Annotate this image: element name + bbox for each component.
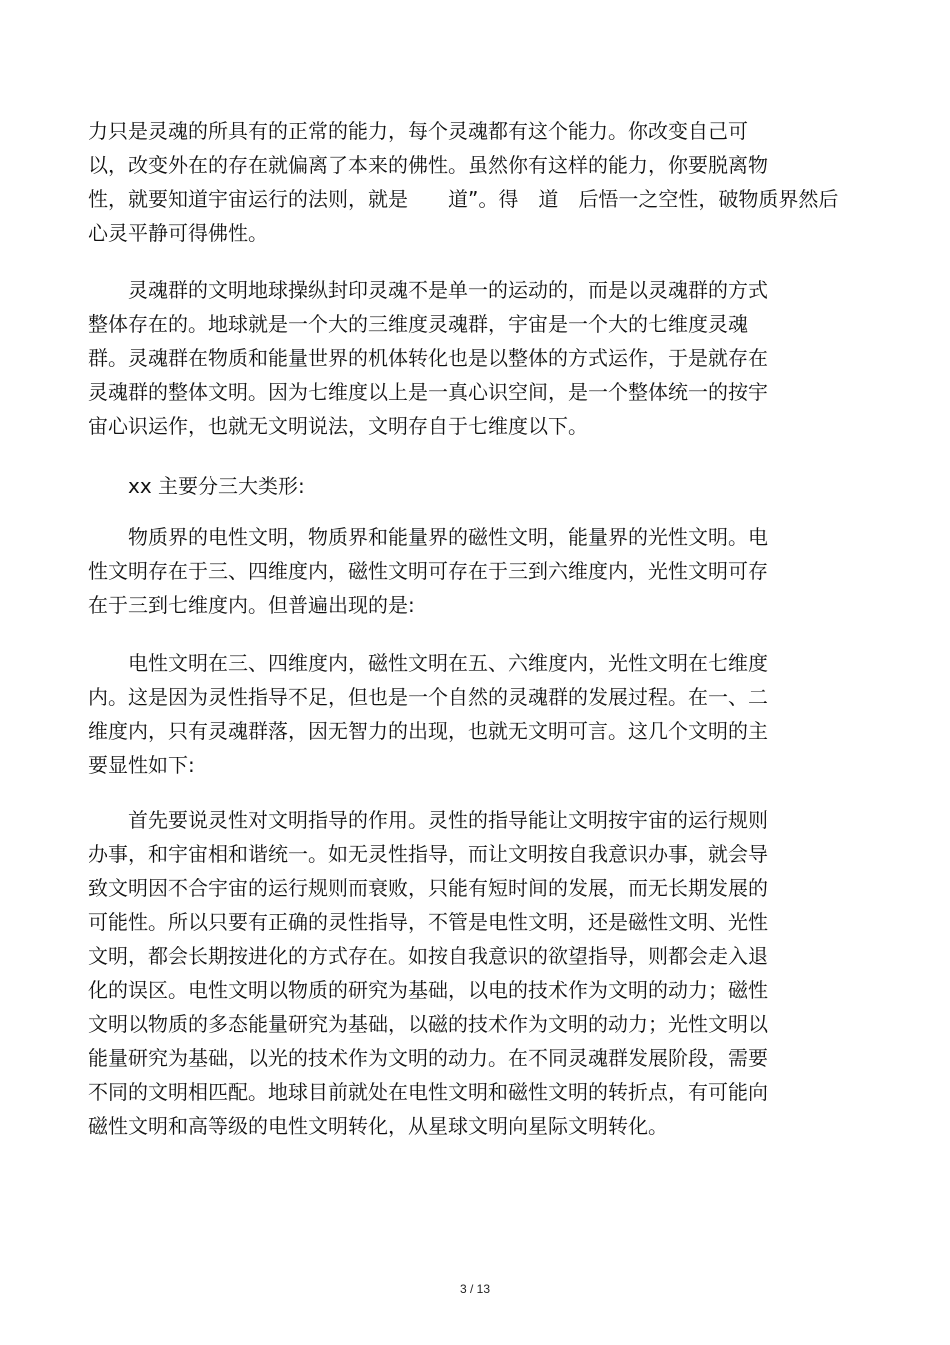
text-line: 在于三到七维度内。但普遍出现的是:	[88, 593, 415, 617]
text-line: 磁性文明和高等级的电性文明转化，从星球文明向星际文明转化。	[88, 1114, 668, 1138]
page-number: 3	[459, 1282, 467, 1296]
text-line: 整体存在的。地球就是一个大的三维度灵魂群，宇宙是一个大的七维度灵魂	[88, 312, 748, 336]
text-line: 群。灵魂群在物质和能量世界的机体转化也是以整体的方式运作，于是就存在	[88, 346, 768, 370]
text-line: 物质界的电性文明，物质界和能量界的磁性文明，能量界的光性文明。电	[128, 525, 768, 549]
text-line: 性，就要知道宇宙运行的法则，就是 道”。得 道 后悟一之空性，破物质界然后	[88, 187, 839, 211]
text-line: 力只是灵魂的所具有的正常的能力，每个灵魂都有这个能力。你改变自己可	[88, 119, 748, 143]
text-line: 能量研究为基础，以光的技术作为文明的动力。在不同灵魂群发展阶段，需要	[88, 1046, 768, 1070]
total-pages: 13	[476, 1282, 491, 1296]
text-line: 化的误区。电性文明以物质的研究为基础，以电的技术作为文明的动力；磁性	[88, 978, 768, 1002]
text-line: 文明，都会长期按进化的方式存在。如按自我意识的欲望指导，则都会走入退	[88, 944, 768, 968]
text-line: xx 主要分三大类形:	[128, 474, 305, 498]
text-line: 维度内，只有灵魂群落，因无智力的出现，也就无文明可言。这几个文明的主	[88, 719, 768, 743]
text-line: 不同的文明相匹配。地球目前就处在电性文明和磁性文明的转折点，有可能向	[88, 1080, 768, 1104]
text-line: 灵魂群的文明地球操纵封印灵魂不是单一的运动的，而是以灵魂群的方式	[128, 278, 768, 302]
text-line: 电性文明在三、四维度内，磁性文明在五、六维度内，光性文明在七维度	[128, 651, 768, 675]
text-line: 要显性如下:	[88, 753, 195, 777]
text-line: 文明以物质的多态能量研究为基础，以磁的技术作为文明的动力；光性文明以	[88, 1012, 768, 1036]
text-line: 可能性。所以只要有正确的灵性指导，不管是电性文明，还是磁性文明、光性	[88, 910, 768, 934]
text-line: 内。这是因为灵性指导不足，但也是一个自然的灵魂群的发展过程。在一、二	[88, 685, 768, 709]
text-line: 心灵平静可得佛性。	[88, 221, 268, 245]
text-line: 办事，和宇宙相和谐统一。如无灵性指导，而让文明按自我意识办事，就会导	[88, 842, 768, 866]
text-line: 灵魂群的整体文明。因为七维度以上是一真心识空间，是一个整体统一的按宇	[88, 380, 768, 404]
page-separator: /	[469, 1282, 474, 1296]
text-line: 致文明因不合宇宙的运行规则而衰败，只能有短时间的发展，而无长期发展的	[88, 876, 768, 900]
text-line: 性文明存在于三、四维度内，磁性文明可存在于三到六维度内，光性文明可存	[88, 559, 768, 583]
text-line: 以，改变外在的存在就偏离了本来的佛性。虽然你有这样的能力，你要脱离物	[88, 153, 768, 177]
page-footer	[0, 1282, 950, 1296]
text-line: 宙心识运作，也就无文明说法，文明存自于七维度以下。	[88, 414, 588, 438]
text-line: 首先要说灵性对文明指导的作用。灵性的指导能让文明按宇宙的运行规则	[128, 808, 768, 832]
